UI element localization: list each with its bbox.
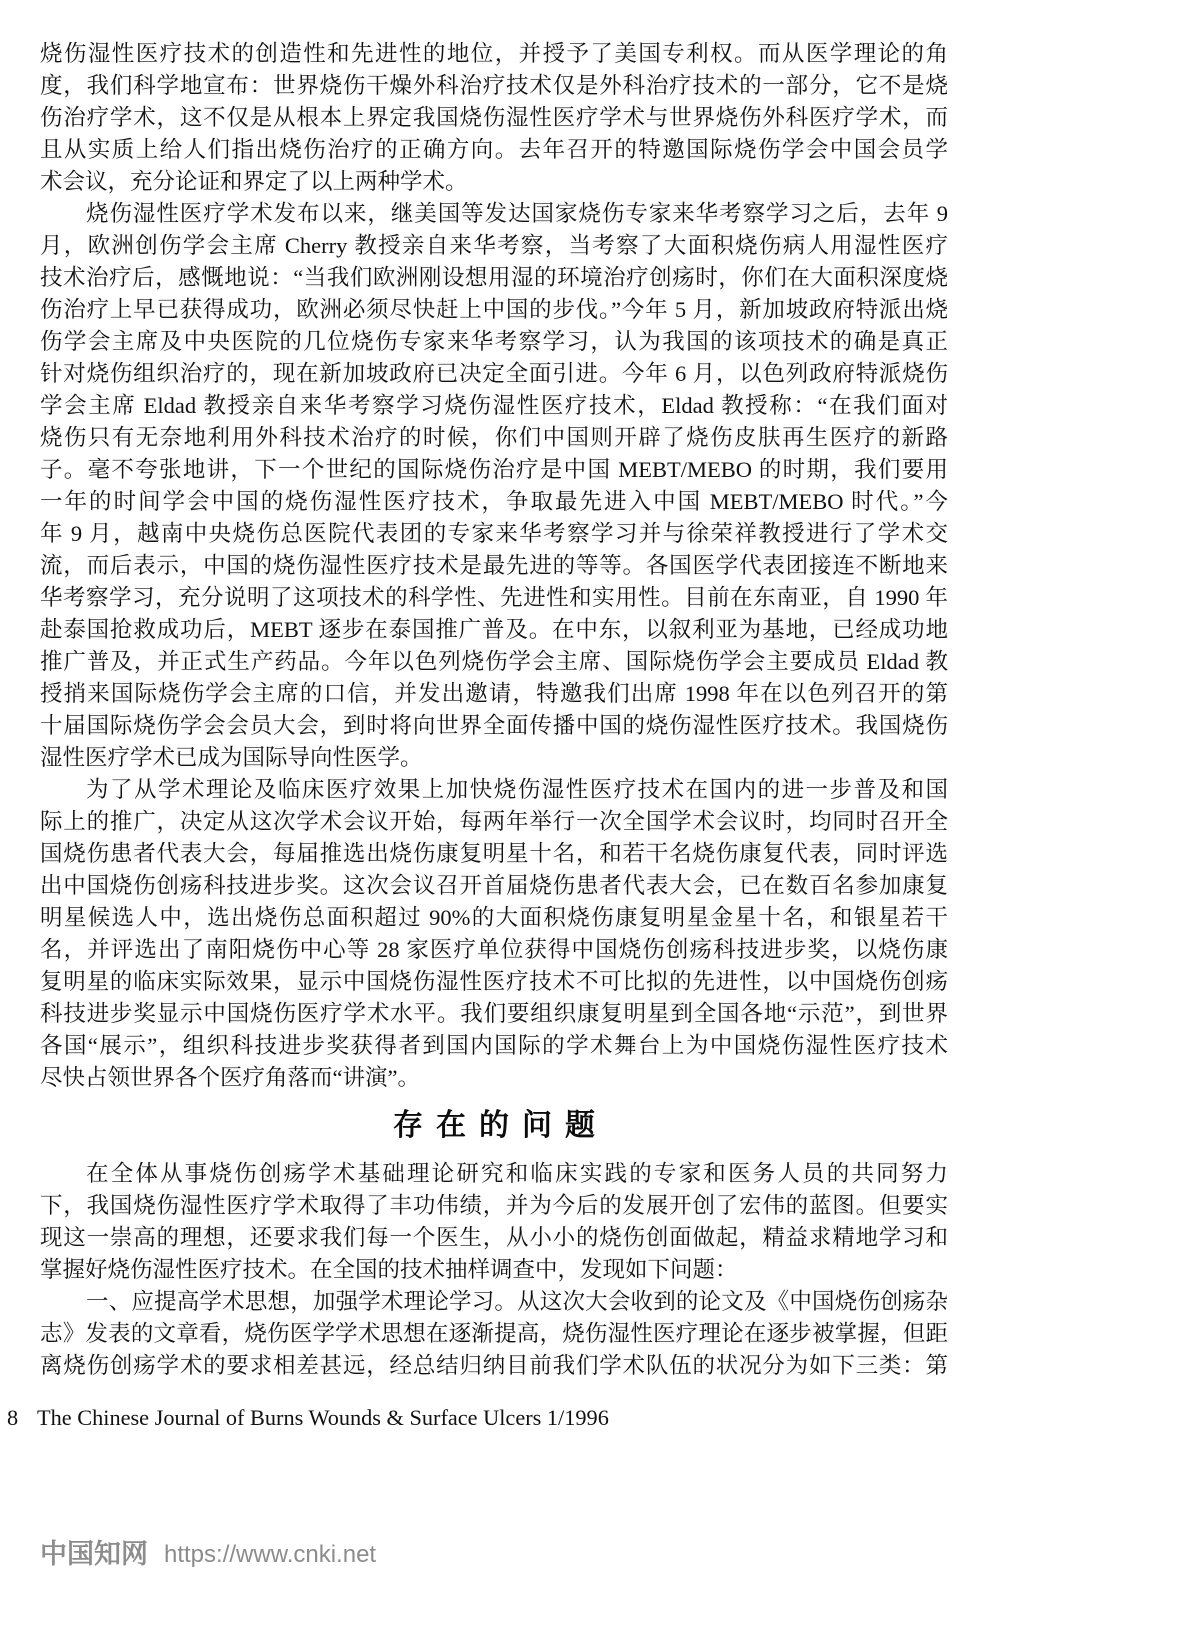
text-line: 科技进步奖显示中国烧伤医疗学术水平。我们要组织康复明星到全国各地“示范”，到世界 [40,1001,948,1026]
paragraph [40,1286,948,1382]
text-line: 年 9 月，越南中央烧伤总医院代表团的专家来华考察学习并与徐荣祥教授进行了学术交 [40,521,948,546]
paragraph [40,198,948,774]
text-line: 掌握好烧伤湿性医疗技术。在全国的技术抽样调查中，发现如下问题： [40,1257,738,1282]
text-line: 伤治疗上早已获得成功，欧洲必须尽快赶上中国的步伐。”今年 5 月，新加坡政府特派出烧 [40,297,948,322]
paragraph [40,38,948,198]
text-line: 际上的推广，决定从这次学术会议开始，每两年举行一次全国学术会议时，均同时召开全 [40,809,948,834]
text-line: 术会议，充分论证和界定了以上两种学术。 [40,169,468,194]
text-line: 推广普及，并正式生产药品。今年以色列烧伤学会主席、国际烧伤学会主要成员 Eldad 教 [40,649,948,674]
journal-citation: The Chinese Journal of Burns Wounds & Surface Ulcers 1/1996 [37,1405,609,1430]
paragraph [40,1158,948,1286]
text-line: 离烧伤创疡学术的要求相差甚远，经总结归纳目前我们学术队伍的状况分为如下三类：第 [40,1353,948,1378]
article-body [40,38,948,1382]
text-line: 尽快占领世界各个医疗角落而“讲演”。 [40,1065,420,1090]
text-line: 子。毫不夸张地讲，下一个世纪的国际烧伤治疗是中国 MEBT/MEBO 的时期，我们要用 [40,457,948,482]
page-footer [0,1404,700,1432]
text-line: 复明星的临床实际效果，显示中国烧伤湿性医疗技术不可比拟的先进性，以中国烧伤创疡 [40,969,948,994]
text-line: 赴泰国抢救成功后，MEBT 逐步在泰国推广普及。在中东，以叙利亚为基地，已经成功地 [40,617,948,642]
text-line: 名，并评选出了南阳烧伤中心等 28 家医疗单位获得中国烧伤创疡科技进步奖，以烧伤康 [40,937,948,962]
text-line: 出中国烧伤创疡科技进步奖。这次会议召开首届烧伤患者代表大会，已在数百名参加康复 [40,873,948,898]
text-line: 志》发表的文章看，烧伤医学学术思想在逐渐提高，烧伤湿性医疗理论在逐步被掌握，但距 [40,1321,948,1346]
paragraph [40,774,948,1094]
text-line: 一年的时间学会中国的烧伤湿性医疗技术，争取最先进入中国 MEBT/MEBO 时代。”今 [40,489,948,514]
text-line: 为了从学术理论及临床医疗效果上加快烧伤湿性医疗技术在国内的进一步普及和国 [86,777,948,802]
text-line: 月，欧洲创伤学会主席 Cherry 教授亲自来华考察，当考察了大面积烧伤病人用湿性医疗 [40,233,948,258]
text-line: 明星候选人中，选出烧伤总面积超过 90%的大面积烧伤康复明星金星十名，和银星若干 [40,905,948,930]
section-heading: 存在的问题 [393,1108,608,1143]
text-line: 流，而后表示，中国的烧伤湿性医疗技术是最先进的等等。各国医学代表团接连不断地来 [40,553,948,578]
watermark-url: https://www.cnki.net [164,1541,377,1568]
watermark-brand: 中国知网 [40,1539,148,1570]
text-line: 烧伤只有无奈地利用外科技术治疗的时候，你们中国则开辟了烧伤皮肤再生医疗的新路 [40,425,948,450]
text-line: 学会主席 Eldad 教授亲自来华考察学习烧伤湿性医疗技术，Eldad 教授称：“在我们面对 [40,393,948,418]
text-line: 且从实质上给人们指出烧伤治疗的正确方向。去年召开的特邀国际烧伤学会中国会员学 [40,137,948,162]
text-line: 十届国际烧伤学会会员大会，到时将向世界全面传播中国的烧伤湿性医疗技术。我国烧伤 [40,713,948,738]
text-line: 度，我们科学地宣布：世界烧伤干燥外科治疗技术仅是外科治疗技术的一部分，它不是烧 [40,73,948,98]
text-line: 伤学会主席及中央医院的几位烧伤专家来华考察学习，认为我国的该项技术的确是真正 [40,329,948,354]
text-line: 授捎来国际烧伤学会主席的口信，并发出邀请，特邀我们出席 1998 年在以色列召开的第 [40,681,948,706]
text-line: 湿性医疗学术已成为国际导向性医学。 [40,745,423,770]
text-line: 伤治疗学术，这不仅是从根本上界定我国烧伤湿性医疗学术与世界烧伤外科医疗学术，而 [40,105,948,130]
text-line: 烧伤湿性医疗技术的创造性和先进性的地位，并授予了美国专利权。而从医学理论的角 [40,41,948,66]
text-line: 现这一崇高的理想，还要求我们每一个医生，从小小的烧伤创面做起，精益求精地学习和 [40,1225,948,1250]
cnki-watermark [0,1537,600,1573]
text-line: 下，我国烧伤湿性医疗学术取得了丰功伟绩，并为今后的发展开创了宏伟的蓝图。但要实 [40,1193,948,1218]
text-line: 在全体从事烧伤创疡学术基础理论研究和临床实践的专家和医务人员的共同努力 [86,1161,948,1186]
text-line: 针对烧伤组织治疗的，现在新加坡政府已决定全面引进。今年 6 月，以色列政府特派烧伤 [40,361,948,386]
text-line: 华考察学习，充分说明了这项技术的科学性、先进性和实用性。目前在东南亚，自 1990 年 [40,585,948,610]
text-line: 一、应提高学术思想，加强学术理论学习。从这次大会收到的论文及《中国烧伤创疡杂 [86,1289,948,1314]
text-line: 各国“展示”，组织科技进步奖获得者到国内国际的学术舞台上为中国烧伤湿性医疗技术 [40,1033,948,1058]
text-line: 烧伤湿性医疗学术发布以来，继美国等发达国家烧伤专家来华考察学习之后，去年 9 [86,201,948,226]
page-number: 8 [7,1405,19,1430]
text-line: 技术治疗后，感慨地说：“当我们欧洲刚设想用湿的环境治疗创疡时，你们在大面积深度烧 [40,265,948,290]
text-line: 国烧伤患者代表大会，每届推选出烧伤康复明星十名，和若干名烧伤康复代表，同时评选 [40,841,948,866]
